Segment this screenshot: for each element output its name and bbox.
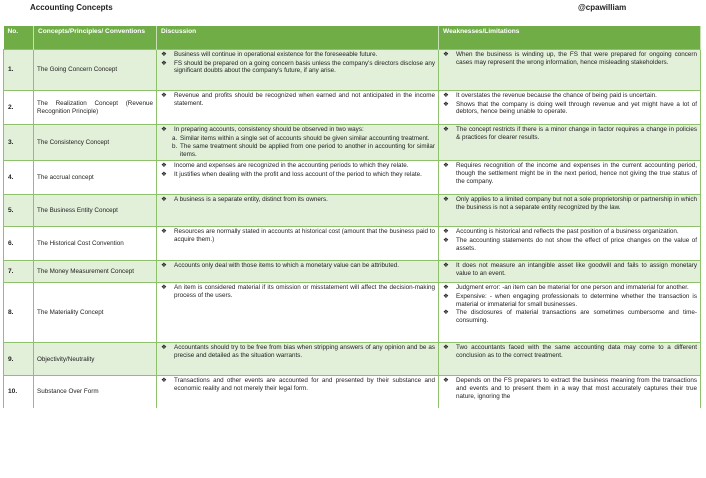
weakness-point (442, 309, 697, 324)
discussion-point (160, 135, 435, 143)
table-row (4, 227, 701, 261)
weakness-text: Shows that the company is doing well through revenue and yet might have a lot of debtors, hence being unable to operate. (456, 100, 697, 116)
column-header-no: No. (4, 26, 34, 50)
discussion-cell (157, 91, 439, 125)
concept-name: The Historical Cost Convention (34, 227, 157, 261)
discussion-text: It justifies when dealing with the profit and loss account of the period to which they relate. (174, 170, 422, 178)
concept-name: The Business Entity Concept (34, 195, 157, 227)
discussion-cell (157, 376, 439, 408)
discussion-point (160, 92, 435, 107)
weakness-point (442, 126, 697, 141)
discussion-text: FS should be prepared on a going concern basis unless the company's directors disclose any significant doubts about the company's future, if any arise. (174, 59, 435, 75)
discussion-point (160, 284, 435, 299)
row-number: 3. (4, 125, 34, 161)
weakness-point (442, 51, 697, 66)
diamond-bullet-icon: ❖ (443, 162, 449, 170)
row-number: 6. (4, 227, 34, 261)
weakness-text: It overstates the revenue because the chance of being paid is uncertain. (456, 92, 657, 99)
column-header-concept: Concepts/Principles/ Conventions (34, 26, 157, 50)
weakness-cell (439, 125, 701, 161)
table-row (4, 195, 701, 227)
weakness-text: Requires recognition of the income and expenses in the current accounting period, though the settlement might be in the next period, hence not giving the true status of the company. (456, 162, 697, 185)
discussion-point (160, 344, 435, 359)
weakness-point (442, 162, 697, 185)
weakness-cell (439, 376, 701, 408)
discussion-text: Resources are normally stated in accounts at historical cost (amount that the business paid to acquire them.) (174, 228, 435, 243)
diamond-bullet-icon: ❖ (443, 196, 449, 204)
weakness-point (442, 284, 697, 292)
diamond-bullet-icon: ❖ (443, 51, 449, 58)
weakness-point (442, 196, 697, 211)
weakness-text: Two accountants faced with the same accounting data may come to a different conclusion as to the correct treatment. (456, 344, 697, 359)
discussion-point (160, 262, 435, 270)
row-number: 8. (4, 283, 34, 343)
weakness-point (442, 377, 697, 400)
row-number: 7. (4, 261, 34, 283)
weakness-text: The disclosures of material transactions are sometimes cumbersome and time-consuming. (456, 309, 697, 324)
diamond-bullet-icon: ❖ (443, 344, 449, 352)
column-header-weakness: Weaknesses/Limitations (439, 26, 701, 50)
table-row (4, 343, 701, 376)
weakness-point (442, 344, 697, 359)
table-row (4, 91, 701, 125)
diamond-bullet-icon: ❖ (161, 262, 167, 270)
row-number: 2. (4, 91, 34, 125)
concept-name: The Consistency Concept (34, 125, 157, 161)
list-marker: a. (172, 134, 178, 142)
discussion-cell (157, 195, 439, 227)
diamond-bullet-icon: ❖ (443, 309, 449, 317)
diamond-bullet-icon: ❖ (443, 100, 449, 108)
discussion-point (160, 51, 435, 59)
discussion-point (160, 60, 435, 75)
weakness-cell (439, 195, 701, 227)
discussion-text: In preparing accounts, consistency should be observed in two ways: (174, 126, 364, 133)
diamond-bullet-icon: ❖ (443, 92, 449, 99)
diamond-bullet-icon: ❖ (443, 126, 449, 133)
row-number: 4. (4, 161, 34, 195)
diamond-bullet-icon: ❖ (161, 196, 167, 204)
table-row (4, 261, 701, 283)
row-number: 5. (4, 195, 34, 227)
concept-name: The accrual concept (34, 161, 157, 195)
weakness-text: Depends on the FS preparers to extract the business meaning from the transactions and events and to present them in a way that most accurately captures their true nature, ignoring the (456, 377, 697, 400)
weakness-cell (439, 50, 701, 91)
weakness-cell (439, 343, 701, 376)
discussion-point (160, 126, 435, 134)
row-number: 9. (4, 343, 34, 376)
discussion-text: Business will continue in operational existence for the foreseeable future. (174, 51, 378, 58)
weakness-point (442, 228, 697, 236)
discussion-cell (157, 125, 439, 161)
concept-name: The Materiality Concept (34, 283, 157, 343)
table-row (4, 50, 701, 91)
diamond-bullet-icon: ❖ (161, 162, 167, 170)
row-number: 10. (4, 376, 34, 408)
discussion-text: Accountants should try to be free from bias when stripping answers of any opinion and be as precise and detailed as the situation warrants. (174, 344, 435, 359)
discussion-point (160, 171, 435, 179)
discussion-text: The same treatment should be applied from one period to another in accounting for similar items. (180, 143, 435, 158)
weakness-point (442, 293, 697, 308)
concept-name: Substance Over Form (34, 376, 157, 408)
weakness-point (442, 262, 697, 277)
discussion-point (160, 196, 435, 204)
diamond-bullet-icon: ❖ (161, 92, 167, 99)
diamond-bullet-icon: ❖ (161, 59, 167, 67)
diamond-bullet-icon: ❖ (443, 262, 449, 270)
weakness-text: It does not measure an intangible asset like goodwill and fails to assign monetary value to an event. (456, 262, 697, 277)
discussion-text: Transactions and other events are accounted for and presented by their substance and economic reality and not merely their legal form. (174, 377, 435, 392)
diamond-bullet-icon: ❖ (443, 377, 449, 385)
diamond-bullet-icon: ❖ (161, 344, 167, 352)
weakness-text: Accounting is historical and reflects the past position of a business organization. (456, 228, 679, 236)
table-row (4, 125, 701, 161)
weakness-text: Judgment error: -an item can be material for one person and immaterial for another. (456, 284, 689, 292)
diamond-bullet-icon: ❖ (443, 284, 449, 292)
document-title: Accounting Concepts (30, 3, 113, 12)
diamond-bullet-icon: ❖ (443, 236, 449, 244)
row-number: 1. (4, 50, 34, 91)
discussion-cell (157, 261, 439, 283)
diamond-bullet-icon: ❖ (443, 228, 449, 236)
concept-name: Objectivity/Neutrality (34, 343, 157, 376)
discussion-point (160, 143, 435, 158)
discussion-point (160, 377, 435, 392)
table-header-row (4, 26, 701, 50)
author-handle: @cpawilliam (578, 3, 627, 12)
diamond-bullet-icon: ❖ (161, 51, 167, 58)
table-row (4, 283, 701, 343)
diamond-bullet-icon: ❖ (161, 228, 167, 236)
weakness-point (442, 92, 697, 100)
weakness-cell (439, 283, 701, 343)
discussion-cell (157, 343, 439, 376)
table-row (4, 161, 701, 195)
weakness-text: The accounting statements do not show the effect of price changes on the value of assets. (456, 236, 697, 252)
discussion-point (160, 228, 435, 243)
list-marker: b. (172, 143, 178, 151)
column-header-discussion: Discussion (157, 26, 439, 50)
concept-name: The Realization Concept (Revenue Recognition Principle) (34, 91, 157, 125)
weakness-point (442, 101, 697, 116)
table-row (4, 376, 701, 408)
discussion-text: Revenue and profits should be recognized when earned and not anticipated in the income statement. (174, 92, 435, 107)
concept-name: The Money Measurement Concept (34, 261, 157, 283)
discussion-text: A business is a separate entity, distinct from its owners. (174, 196, 328, 204)
diamond-bullet-icon: ❖ (161, 170, 167, 178)
weakness-text: When the business is winding up, the FS that were prepared for ongoing concern cases may represent the wrong information, hence misleading stakeholders. (456, 51, 697, 66)
weakness-point (442, 237, 697, 252)
concept-name: The Going Concern Concept (34, 50, 157, 91)
weakness-cell (439, 91, 701, 125)
weakness-cell (439, 261, 701, 283)
discussion-cell (157, 50, 439, 91)
discussion-cell (157, 161, 439, 195)
weakness-cell (439, 161, 701, 195)
diamond-bullet-icon: ❖ (161, 126, 167, 133)
discussion-text: Accounts only deal with those items to which a monetary value can be attributed. (174, 262, 400, 270)
weakness-text: Only applies to a limited company but not a sole proprietorship or partnership in which the business is not a separate entity recognized by the law. (456, 196, 697, 211)
discussion-cell (157, 227, 439, 261)
concepts-table (3, 26, 701, 408)
discussion-text: An item is considered material if its omission or misstatement will affect the decision-making process of the users. (174, 284, 435, 299)
weakness-text: Expensive: - when engaging professionals to determine whether the transaction is material or immaterial for small businesses. (456, 292, 697, 308)
discussion-point (160, 162, 435, 170)
discussion-cell (157, 283, 439, 343)
weakness-cell (439, 227, 701, 261)
diamond-bullet-icon: ❖ (161, 377, 167, 385)
discussion-text: Income and expenses are recognized in the accounting periods to which they relate. (174, 162, 409, 170)
diamond-bullet-icon: ❖ (443, 292, 449, 300)
discussion-text: Similar items within a single set of accounts should be given similar accounting treatment. (180, 134, 430, 142)
weakness-text: The concept restricts if there is a minor change in factor requires a change in policies & practices for clearer results. (456, 126, 697, 141)
diamond-bullet-icon: ❖ (161, 284, 167, 292)
